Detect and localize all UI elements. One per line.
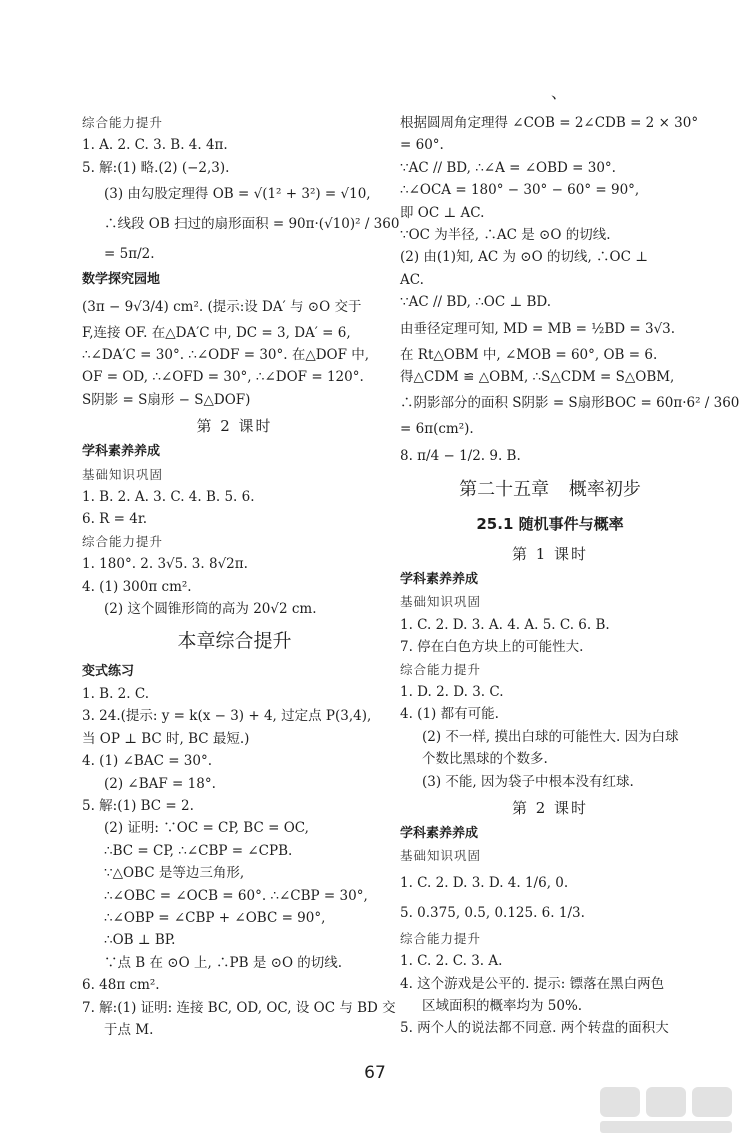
left-line: 本章综合提升 (177, 629, 292, 652)
right-line: 即 OC ⊥ AC. (400, 204, 485, 221)
watermark-box-1 (600, 1087, 640, 1117)
right-line: = 60°. (400, 137, 444, 154)
left-line: F,连接 OF. 在△DA′C 中, DC = 3, DA′ = 6, (82, 324, 351, 341)
right-line: 5. 0.375, 0.5, 0.125. 6. 1/3. (400, 904, 585, 921)
right-line: 综合能力提升 (400, 930, 482, 946)
right-line: 5. 两个人的说法都不同意. 两个转盘的面积大 (400, 1020, 669, 1037)
left-line: OF = OD, ∴∠OFD = 30°, ∴∠DOF = 120°. (82, 369, 364, 386)
right-line: ∵AC // BD, ∴∠A = ∠OBD = 30°. (400, 159, 616, 176)
left-line: 数学探究园地 (82, 272, 161, 288)
left-line: = 5π/2. (104, 246, 155, 263)
left-line: 6. 48π cm². (82, 977, 160, 994)
right-line: 得△CDM ≌ △OBM, ∴S△CDM = S△OBM, (400, 369, 675, 386)
right-line: 第 1 课时 (511, 544, 589, 563)
right-line: = 6π(cm²). (400, 421, 474, 438)
right-line: 综合能力提升 (400, 661, 482, 677)
right-line: (2) 由(1)知, AC 为 ⊙O 的切线, ∴OC ⊥ (400, 249, 648, 266)
right-line: 1. D. 2. D. 3. C. (400, 683, 504, 700)
left-line: ∴∠DA′C = 30°. ∴∠ODF = 30°. 在△DOF 中, (82, 347, 370, 364)
right-column (400, 112, 740, 1040)
left-line: 1. B. 2. A. 3. C. 4. B. 5. 6. (82, 489, 255, 506)
left-line: (3) 由勾股定理得 OB = √(1² + 3²) = √10, (104, 186, 371, 203)
left-line: 4. (1) ∠BAC = 30°. (82, 753, 213, 770)
right-line: 1. C. 2. D. 3. D. 4. 1/6, 0. (400, 874, 569, 891)
left-line: ∴线段 OB 扫过的扇形面积 = 90π·(√10)² / 360 (104, 216, 400, 233)
right-line: 4. (1) 都有可能. (400, 706, 499, 723)
left-line: 于点 M. (104, 1022, 154, 1038)
right-line: ∵AC // BD, ∴OC ⊥ BD. (400, 294, 552, 311)
left-line: (2) ∠BAF = 18°. (104, 775, 216, 792)
left-line: 综合能力提升 (82, 115, 164, 130)
left-line: (2) 证明: ∵OC = CP, BC = OC, (104, 820, 309, 837)
left-line: ∴∠OBP = ∠CBP + ∠OBC = 90°, (104, 909, 326, 926)
watermark-logo (598, 1085, 738, 1135)
left-line: 变式练习 (82, 663, 135, 679)
left-line: ∴∠OBC = ∠OCB = 60°. ∴∠CBP = 30°, (104, 887, 368, 904)
right-line: 区域面积的概率均为 50%. (422, 997, 583, 1014)
right-line: ∴阴影部分的面积 S阴影 = S扇形BOC = 60π·6² / 360 (400, 395, 740, 412)
left-column (82, 112, 400, 1041)
right-line: 25.1 随机事件与概率 (476, 514, 624, 533)
right-line: AC. (400, 271, 424, 288)
left-line: ∵△OBC 是等边三角形, (104, 865, 245, 882)
right-line: 1. C. 2. C. 3. A. (400, 953, 503, 970)
left-line: 第 2 课时 (196, 417, 273, 436)
page-number: 67 (364, 1063, 386, 1083)
left-line: 综合能力提升 (82, 533, 164, 549)
left-line: 当 OP ⊥ BC 时, BC 最短.) (82, 730, 250, 747)
left-line: 7. 解:(1) 证明: 连接 BC, OD, OC, 设 OC 与 BD 交 (82, 999, 396, 1016)
watermark-bar (600, 1121, 732, 1133)
watermark-box-3 (692, 1087, 732, 1117)
left-line: 学科素养养成 (82, 444, 161, 460)
left-line: 6. R = 4r. (82, 511, 148, 528)
right-line: (2) 不一样, 摸出白球的可能性大. 因为白球 (422, 728, 679, 745)
left-line: ∵点 B 在 ⊙O 上, ∴PB 是 ⊙O 的切线. (104, 954, 343, 971)
left-line: 5. 解:(1) 略.(2) (−2,3). (82, 159, 230, 176)
right-line: 基础知识巩固 (400, 848, 482, 864)
right-line: 第 2 课时 (511, 798, 589, 817)
left-line: 5. 解:(1) BC = 2. (82, 797, 194, 814)
right-line: 1. C. 2. D. 3. A. 4. A. 5. C. 6. B. (400, 616, 610, 633)
right-line: 学科素养养成 (400, 825, 479, 841)
right-line: (3) 不能, 因为袋子中根本没有红球. (422, 773, 634, 790)
left-line: S阴影 = S扇形 − S△DOF) (82, 391, 251, 408)
right-line: 7. 停在白色方块上的可能性大. (400, 639, 584, 656)
right-line: 第二十五章 概率初步 (459, 478, 641, 500)
left-line: (3π − 9√3/4) cm². (提示:设 DA′ 与 ⊙O 交于 (82, 298, 362, 315)
left-line: 1. 180°. 2. 3√5. 3. 8√2π. (82, 556, 248, 573)
left-line: 1. B. 2. C. (82, 685, 149, 702)
left-line: ∴BC = CP, ∴∠CBP = ∠CPB. (104, 842, 293, 859)
left-line: ∴OB ⊥ BP. (104, 932, 176, 949)
right-line: 学科素养养成 (400, 571, 479, 587)
right-line: 4. 这个游戏是公平的. 提示: 镖落在黑白两色 (400, 975, 665, 992)
left-line: 4. (1) 300π cm². (82, 578, 192, 595)
right-line: 基础知识巩固 (400, 594, 482, 610)
left-line: 3. 24.(提示: y = k(x − 3) + 4, 过定点 P(3,4), (82, 708, 372, 725)
right-line: 8. π/4 − 1/2. 9. B. (400, 447, 521, 464)
top-mark: 、 (551, 83, 568, 102)
right-line: 由垂径定理可知, MD = MB = ½BD = 3√3. (400, 320, 676, 337)
right-line: ∵OC 为半径, ∴AC 是 ⊙O 的切线. (400, 227, 611, 244)
right-line: 在 Rt△OBM 中, ∠MOB = 60°, OB = 6. (400, 346, 658, 363)
left-line: 基础知识巩固 (82, 466, 164, 482)
right-line: 个数比黑球的个数多. (422, 751, 548, 768)
left-line: (2) 这个圆锥形筒的高为 20√2 cm. (104, 601, 317, 618)
right-line: 根据圆周角定理得 ∠COB = 2∠CDB = 2 × 30° (400, 115, 699, 131)
watermark-box-2 (646, 1087, 686, 1117)
right-line: ∴∠OCA = 180° − 30° − 60° = 90°, (400, 182, 640, 199)
left-line: 1. A. 2. C. 3. B. 4. 4π. (82, 137, 228, 154)
